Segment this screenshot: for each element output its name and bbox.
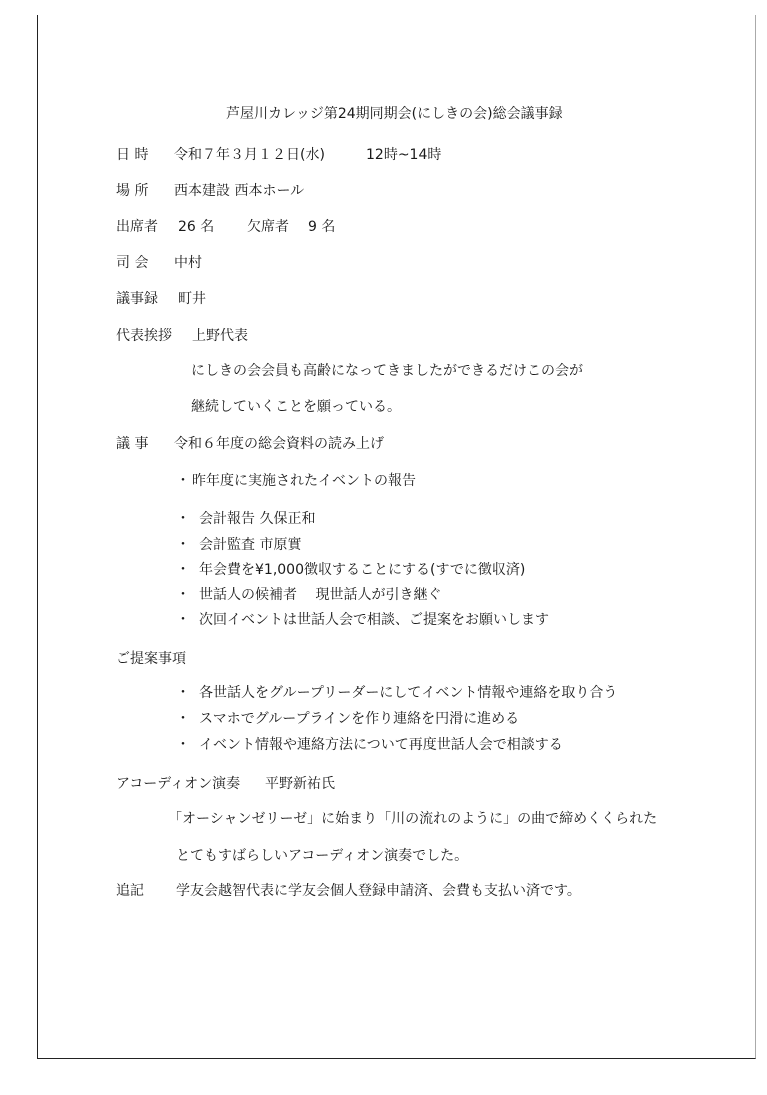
agenda-item: 会計報告 久保正和	[199, 511, 316, 527]
accordion-line-1: 「オーシャンゼリーゼ」に始まり「川の流れのように」の曲で締めくくられた	[168, 811, 658, 827]
agenda-item: 会計監査 市原實	[199, 537, 302, 553]
attendance-absent: 9 名	[308, 219, 336, 235]
page-frame	[37, 15, 756, 1059]
proposal-item: 各世話人をグループリーダーにしてイベント情報や連絡を取り合う	[199, 685, 618, 701]
bullet-icon: ・	[176, 737, 190, 753]
place-value: 西本建設 西本ホール	[174, 183, 305, 199]
greeting-line-2: 継続していくことを願っている。	[191, 399, 401, 415]
document-title: 芦屋川カレッジ第24期同期会(にしきの会)総会議事録	[226, 106, 563, 122]
datetime-date: 令和７年３月１２日(水)	[174, 147, 325, 163]
accordion-label: アコーディオン演奏	[116, 776, 241, 792]
agenda-heading: 令和６年度の総会資料の読み上げ	[174, 436, 384, 452]
greeting-label: 代表挨拶	[116, 328, 172, 344]
bullet-icon: ・	[176, 511, 190, 527]
proposal-item: イベント情報や連絡方法について再度世話人会で相談する	[199, 737, 563, 753]
minutes-value: 町井	[178, 291, 206, 307]
postscript-value: 学友会越智代表に学友会個人登録申請済、会費も支払い済です。	[176, 883, 581, 899]
attendance-present: 26 名	[178, 219, 215, 235]
postscript-label: 追記	[116, 883, 144, 899]
accordion-performer: 平野新祐氏	[265, 776, 335, 792]
accordion-line-2: とてもすばらしいアコーディオン演奏でした。	[176, 848, 469, 864]
agenda-item: 年会費を¥1,000徴収することにする(すでに徴収済)	[199, 562, 526, 578]
agenda-item: 昨年度に実施されたイベントの報告	[192, 473, 416, 489]
minutes-label: 議事録	[116, 291, 158, 307]
absent-label: 欠席者	[247, 219, 289, 235]
bullet-icon: ・	[176, 711, 190, 727]
datetime-time: 12時~14時	[366, 147, 442, 163]
agenda-item: 世話人の候補者 現世話人が引き継ぐ	[199, 587, 442, 603]
bullet-icon: ・	[176, 587, 190, 603]
agenda-item: 次回イベントは世話人会で相談、ご提案をお願いします	[199, 612, 549, 628]
datetime-label: 日 時	[116, 147, 149, 163]
agenda-label: 議 事	[116, 436, 149, 452]
bullet-icon: ・	[176, 612, 190, 628]
place-label: 場 所	[116, 183, 149, 199]
attendance-label: 出席者	[116, 219, 158, 235]
bullet-icon: ・	[176, 685, 190, 701]
mc-label: 司 会	[116, 255, 149, 271]
greeting-speaker: 上野代表	[192, 328, 248, 344]
bullet-icon: ・	[176, 537, 190, 553]
bullet-icon: ・	[176, 473, 190, 489]
bullet-icon: ・	[176, 562, 190, 578]
proposal-item: スマホでグループラインを作り連絡を円滑に進める	[199, 711, 520, 727]
proposals-label: ご提案事項	[116, 651, 186, 667]
mc-value: 中村	[174, 255, 202, 271]
greeting-line-1: にしきの会会員も高齢になってきましたができるだけこの会が	[191, 363, 583, 379]
